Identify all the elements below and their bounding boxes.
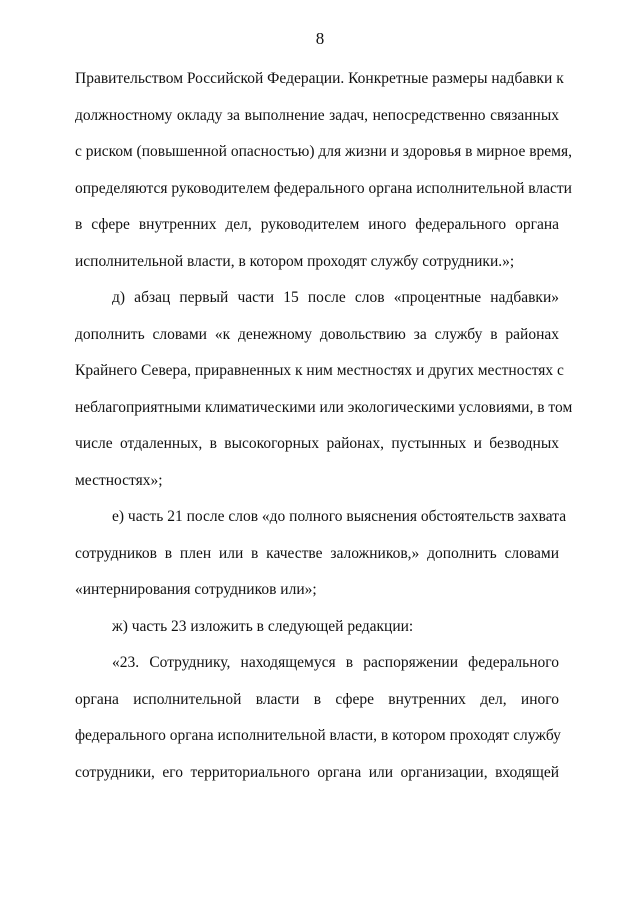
text-line: е) часть 21 после слов «до полного выяснения обстоятельств захвата <box>112 508 567 525</box>
text-line: дополнить словами «к денежному довольствию за службу в районах <box>75 325 559 343</box>
text-line: определяются руководителем федерального органа исполнительной власти <box>75 179 572 197</box>
text-line: с риском (повышенной опасностью) для жизни и здоровья в мирное время, <box>75 143 572 160</box>
text-line: д) абзац первый части 15 после слов «процентные надбавки» <box>112 289 559 306</box>
text-line: исполнительной власти, в котором проходят службу сотрудники.»; <box>75 252 515 270</box>
text-line: федерального органа исполнительной власти, в котором проходят службу <box>75 727 561 744</box>
paragraph <box>75 61 572 280</box>
text-line: «23. Сотруднику, находящемуся в распоряжении федерального <box>112 654 559 671</box>
page-number: 8 <box>315 29 325 48</box>
text-line: органа исполнительной власти в сфере внутренних дел, иного <box>75 690 559 708</box>
text-line: ж) часть 23 изложить в следующей редакции: <box>112 617 414 635</box>
text-line: «интернирования сотрудников или»; <box>75 581 317 598</box>
text-line: в сфере внутренних дел, руководителем иного федерального органа <box>75 216 559 233</box>
paragraph <box>75 280 573 499</box>
text-line: сотрудников в плен или в качестве заложников,» дополнить словами <box>75 544 559 562</box>
text-line: местностях»; <box>75 471 163 489</box>
paragraph <box>75 645 559 791</box>
text-line: сотрудники, его территориального органа или организации, входящей <box>75 763 559 781</box>
text-line: Крайнего Севера, приравненных к ним местностях и других местностях с <box>75 362 564 379</box>
text-line: неблагоприятными климатическими или экологическими условиями, в том <box>75 398 573 416</box>
text-line: Правительством Российской Федерации. Конкретные размеры надбавки к <box>75 70 564 87</box>
text-line: числе отдаленных, в высокогорных районах, пустынных и безводных <box>75 435 559 452</box>
document-body <box>75 61 573 791</box>
text-line: должностному окладу за выполнение задач, непосредственно связанных <box>75 106 559 124</box>
paragraph <box>75 499 567 609</box>
paragraph <box>75 609 559 646</box>
